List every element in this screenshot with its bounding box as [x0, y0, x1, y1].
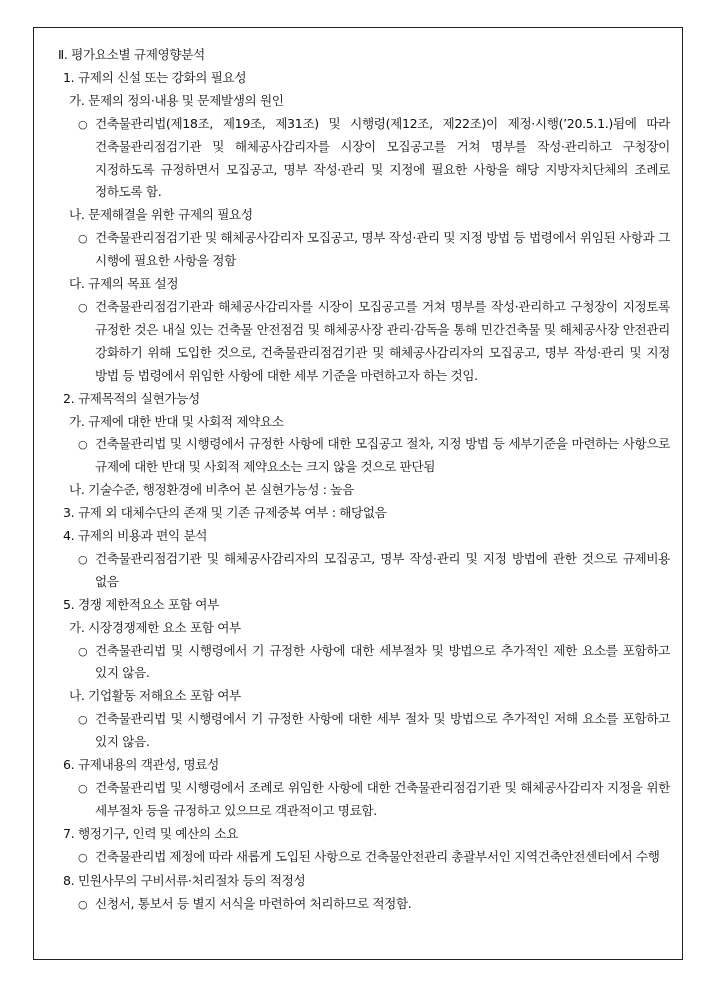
item-heading-6: 6. 규제내용의 객관성, 명료성 [63, 757, 219, 773]
circle-bullet-icon: ○ [78, 713, 88, 727]
item-heading-2: 2. 규제목적의 실현가능성 [63, 390, 200, 406]
section-title: Ⅱ. 평가요소별 규제영향분석 [58, 47, 205, 62]
bullet-text: 신청서, 통보서 등 별지 서식을 마련하여 처리하므로 적정함. [95, 895, 412, 911]
bullet-2-ga [58, 433, 670, 479]
document-body [58, 44, 670, 916]
bullet-text: 건축물관리법 및 시행령에서 기 규정한 사항에 대한 세부절차 및 방법으로 추가적인 제한 요소를 포함하고 있지 않음. [95, 642, 670, 681]
item-heading-7: 7. 행정기구, 인력 및 예산의 소요 [63, 825, 239, 841]
bullet-8 [58, 893, 670, 917]
bullet-6 [58, 777, 670, 823]
bullet-text: 건축물관리법 및 시행령에서 조례로 위임한 사항에 대한 건축물관리점검기관 및 해체공사감리자 지정을 위한 세부절차 등을 규정하고 있으므로 객관적이고 명료함. [95, 780, 670, 818]
sub-heading-1-da: 다. 규제의 목표 설정 [69, 276, 179, 292]
bullet-4 [58, 548, 670, 594]
item-heading-8: 8. 민원사무의 구비서류·처리절차 등의 적정성 [63, 872, 306, 888]
bullet-7 [58, 846, 670, 870]
circle-bullet-icon: ○ [78, 232, 88, 246]
bullet-text: 건축물관리법 및 시행령에서 규정한 사항에 대한 모집공고 절차, 지정 방법 등 세부기준을 마련하는 사항으로 규제에 대한 반대 및 사회적 제약요소는 크지 않을 것으로 판단됨 [95, 436, 670, 475]
bullet-1-da [58, 296, 670, 388]
circle-bullet-icon: ○ [78, 897, 88, 911]
bullet-5-ga [58, 640, 670, 686]
bullet-text: 건축물관리점검기관 및 해체공사감리자의 모집공고, 명부 작성·관리 및 지정 방법에 관한 것으로 규제비용 없음 [95, 550, 670, 589]
sub-heading-2-na: 나. 기술수준, 행정환경에 비추어 본 실현가능성 : 높음 [69, 482, 354, 498]
sub-heading-1-na: 나. 문제해결을 위한 규제의 필요성 [69, 207, 253, 223]
item-heading-5: 5. 경쟁 제한적요소 포함 여부 [63, 596, 219, 612]
bullet-5-na [58, 708, 670, 754]
circle-bullet-icon: ○ [78, 850, 88, 864]
bullet-1-ga [58, 113, 670, 205]
bullet-1-na [58, 227, 670, 273]
sub-heading-1-ga: 가. 문제의 정의·내용 및 문제발생의 원인 [69, 92, 284, 108]
circle-bullet-icon: ○ [78, 438, 88, 452]
sub-heading-2-ga: 가. 규제에 대한 반대 및 사회적 제약요소 [69, 413, 284, 429]
item-heading-1: 1. 규제의 신설 또는 강화의 필요성 [63, 69, 247, 85]
bullet-text: 건축물관리법(제18조, 제19조, 제31조) 및 시행령(제12조, 제22조)이 제정·시행(’20.5.1.)됨에 따라 건축물관리점검기관 및 해체공사감리자를 시장이 모집공고를 거쳐 명부를 작성·관리하고 구청장이 지정하도록 규정하면서 모집공고, 명부 작성·관리 및 지정에 필요한 사항을 해당 지방자치단체의 조례로 정하도록 함. [95, 115, 670, 200]
circle-bullet-icon: ○ [78, 552, 88, 566]
bullet-text: 건축물관리점검기관과 해체공사감리자를 시장이 모집공고를 거쳐 명부를 작성·관리하고 구청장이 지정토록 규정한 것은 내실 있는 건축물 안전점검 및 해체공사장 관리·감독을 통해 민간건축물 및 해체공사장 안전관리 강화하기 위해 도입한 것으로, 건축물관리점검기관 및 해체공사감리자의 모집공고, 명부 작성·관리 및 지정 방법 등 법령에서 위임한 사항에 대한 세부 기준을 마련하고자 하는 것임. [95, 298, 670, 383]
circle-bullet-icon: ○ [78, 782, 88, 795]
sub-heading-5-na: 나. 기업활동 저해요소 포함 여부 [69, 688, 241, 704]
circle-bullet-icon: ○ [78, 300, 88, 314]
circle-bullet-icon: ○ [78, 117, 88, 131]
circle-bullet-icon: ○ [78, 644, 88, 658]
bullet-text: 건축물관리법 제정에 따라 새롭게 도입된 사항으로 건축물안전관리 총괄부서인 지역건축안전센터에서 수행 [95, 848, 660, 864]
item-heading-3: 3. 규제 외 대체수단의 존재 및 기존 규제중복 여부 : 해당없음 [63, 505, 387, 521]
sub-heading-5-ga: 가. 시장경쟁제한 요소 포함 여부 [69, 619, 241, 635]
bullet-text: 건축물관리점검기관 및 해체공사감리자 모집공고, 명부 작성·관리 및 지정 방법 등 법령에서 위임된 사항과 그 시행에 필요한 사항을 정함 [95, 230, 670, 269]
item-heading-4: 4. 규제의 비용과 편익 분석 [63, 528, 208, 544]
bullet-text: 건축물관리법 및 시행령에서 기 규정한 사항에 대한 세부 절차 및 방법으로 추가적인 저해 요소를 포함하고 있지 않음. [95, 711, 670, 750]
